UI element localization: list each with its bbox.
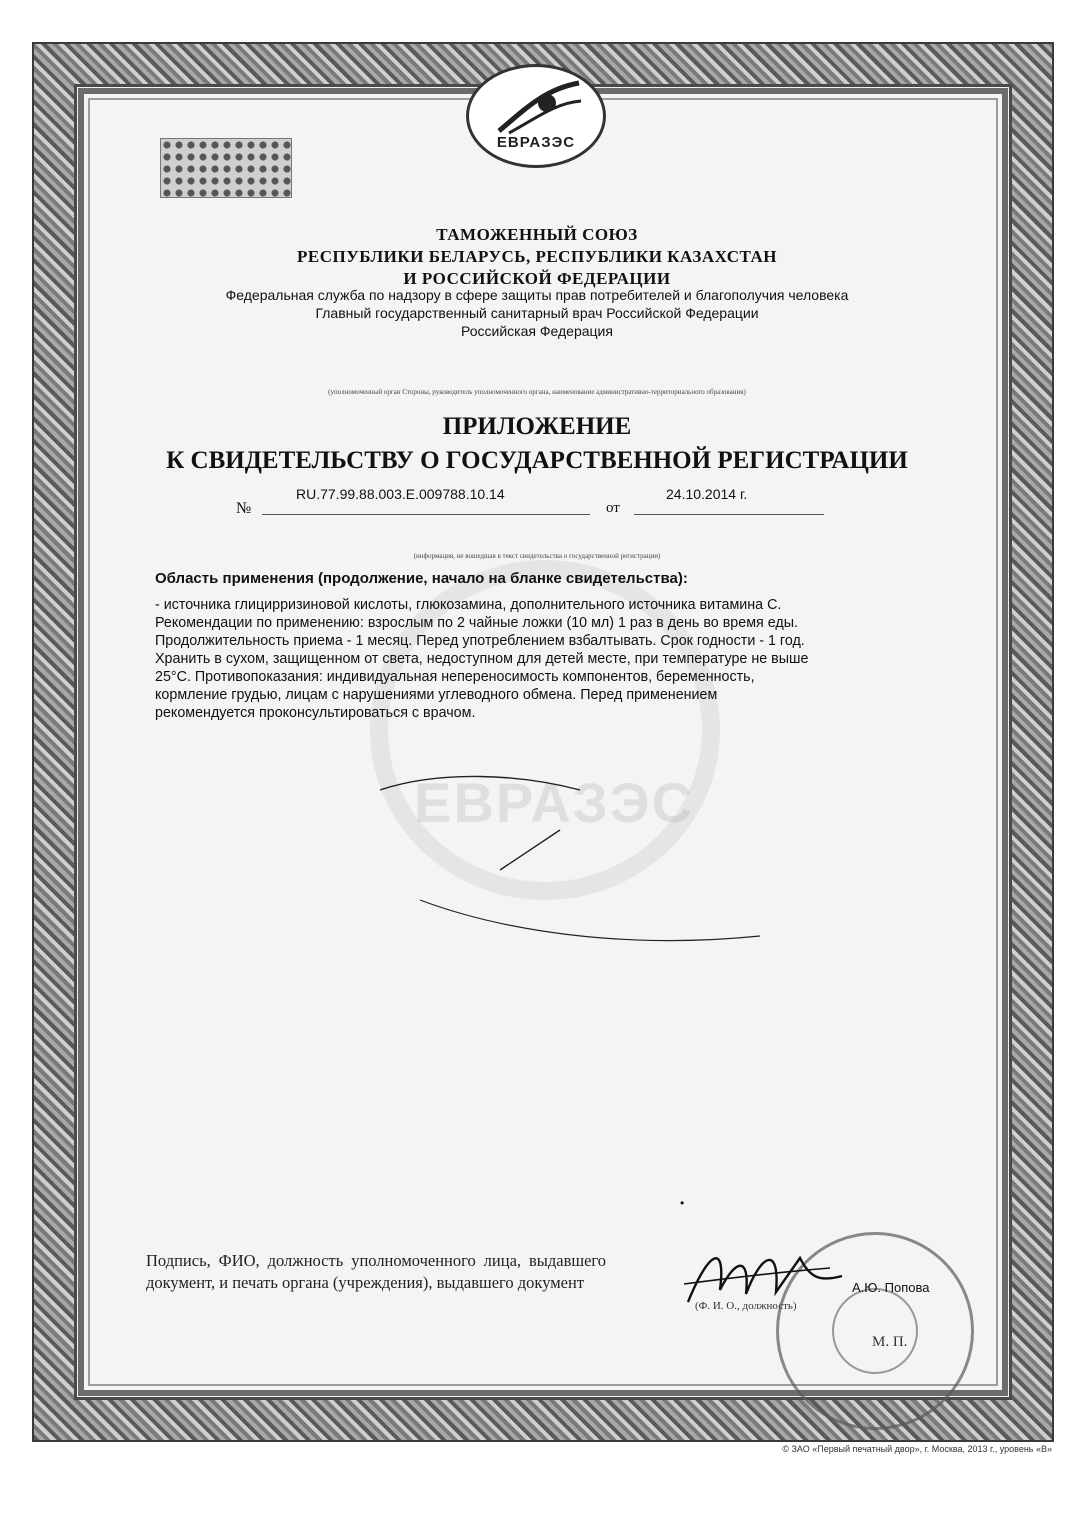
- cancellation-pen-strokes: [360, 760, 780, 960]
- union-line: РЕСПУБЛИКИ БЕЛАРУСЬ, РЕСПУБЛИКИ КАЗАХСТАН: [297, 247, 777, 266]
- registration-number: RU.77.99.88.003.Е.009788.10.14: [296, 486, 505, 502]
- union-line: ТАМОЖЕННЫЙ СОЮЗ: [436, 225, 638, 244]
- scope-line: 25°С. Противопоказания: индивидуальная непереносимость компонентов, беременность,: [155, 669, 755, 685]
- service-line: Главный государственный санитарный врач Российской Федерации: [315, 305, 759, 321]
- union-line: И РОССИЙСКОЙ ФЕДЕРАЦИИ: [403, 269, 671, 288]
- ink-dot: •: [680, 1196, 685, 1210]
- registration-hint: (информация, не вошедшая в текст свидетельства о государственной регистрации): [413, 552, 661, 560]
- title-line-2: К СВИДЕТЕЛЬСТВУ О ГОСУДАРСТВЕННОЙ РЕГИСТРАЦИИ: [166, 447, 908, 474]
- scope-line: рекомендуется проконсультироваться с врачом.: [155, 705, 476, 721]
- registration-number-underline: [262, 514, 590, 515]
- emblem-swoosh-icon: [495, 79, 583, 135]
- scope-line: Хранить в сухом, защищенном от света, недоступном для детей месте, при температуре не выше: [155, 651, 809, 667]
- watermark-label: ЕВРАЗЭС: [414, 771, 695, 834]
- service-line: Российская Федерация: [461, 323, 613, 339]
- scope-line: - источника глицирризиновой кислоты, глюкозамина, дополнительного источника витамина С.: [155, 597, 782, 613]
- seal-place-label: М. П.: [872, 1334, 908, 1350]
- signer-fio-hint: (Ф. И. О., должность): [695, 1300, 797, 1312]
- registration-from-word: от: [606, 500, 620, 516]
- printer-imprint: © ЗАО «Первый печатный двор», г. Москва, 2013 г., уровень «В»: [782, 1444, 1052, 1454]
- scope-line: Рекомендации по применению: взрослым по 2 чайные ложки (10 мл) 1 раз в день во время еды.: [155, 615, 798, 631]
- authority-hint: (уполномоченный орган Стороны, руководитель уполномоченного органа, наименование административно-территориального образования): [328, 388, 746, 396]
- signer-name: А.Ю. Попова: [852, 1280, 930, 1295]
- eurasec-emblem: [466, 64, 606, 168]
- document-title: [0, 410, 1074, 478]
- customs-union-heading: [0, 224, 1074, 290]
- title-line-1: ПРИЛОЖЕНИЕ: [442, 413, 632, 440]
- scope-section: [155, 570, 975, 722]
- scope-heading: Область применения (продолжение, начало на бланке свидетельства):: [155, 570, 688, 587]
- signer-caption: Подпись, ФИО, должность уполномоченного лица, выдавшего документ, и печать органа (учреждения), выдавшего документ: [146, 1251, 606, 1292]
- registration-date: 24.10.2014 г.: [666, 486, 748, 502]
- emblem-label: ЕВРАЗЭС: [496, 134, 576, 151]
- service-line: Федеральная служба по надзору в сфере защиты прав потребителей и благополучия человека: [225, 287, 849, 303]
- registration-number-mark: №: [236, 500, 252, 517]
- registration-date-underline: [634, 514, 824, 515]
- issuing-service: [0, 286, 1074, 340]
- scope-line: Продолжительность приема - 1 месяц. Перед употреблением взбалтывать. Срок годности - 1 год.: [155, 633, 805, 649]
- hologram-security-mark: [160, 138, 292, 198]
- scope-line: кормление грудью, лицам с нарушениями углеводного обмена. Перед применением: [155, 687, 718, 703]
